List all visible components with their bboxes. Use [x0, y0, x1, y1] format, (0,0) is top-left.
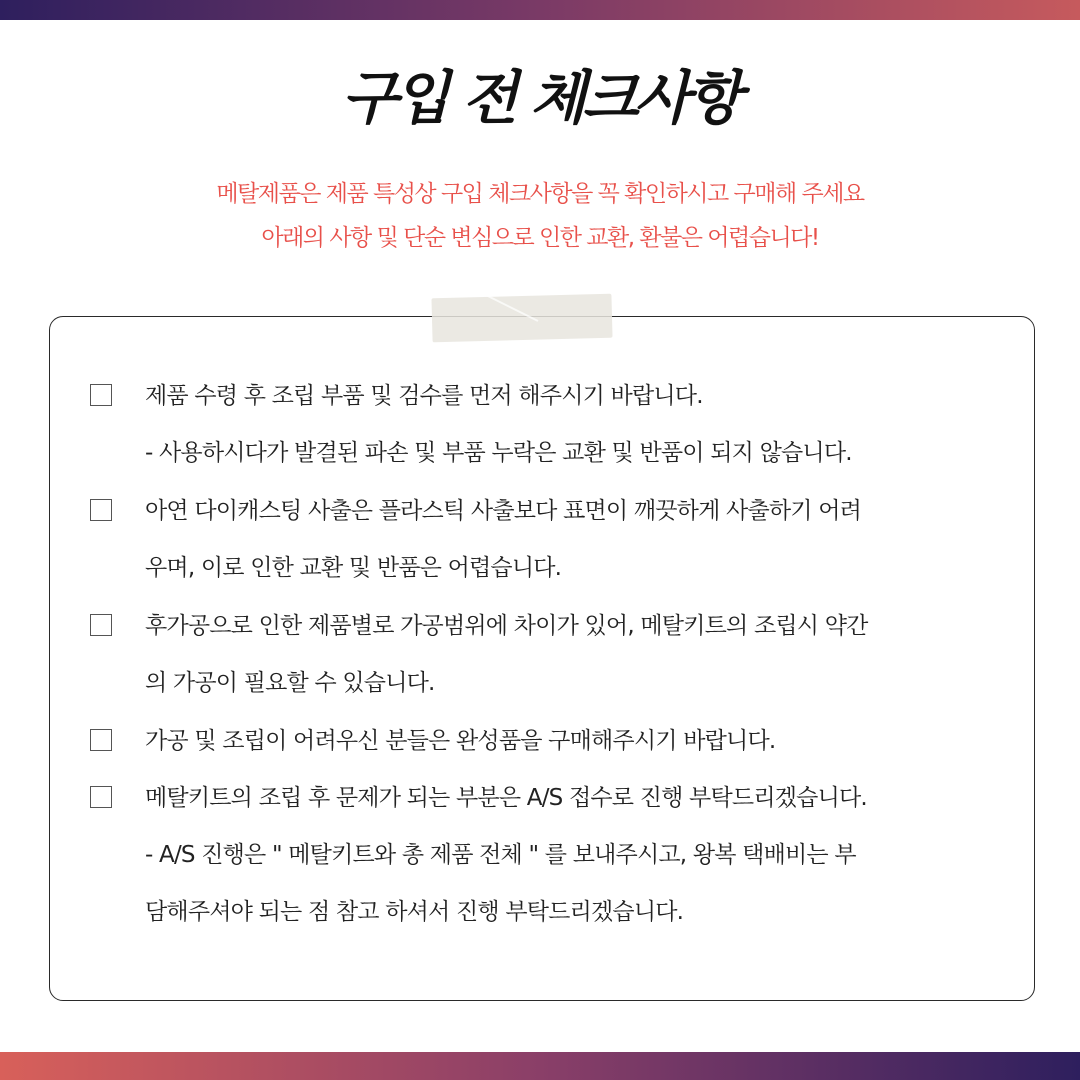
checklist-item-5-line-3: 담해주셔야 되는 점 참고 하셔서 진행 부탁드리겠습니다. [145, 899, 684, 925]
notice-line-2: 아래의 사항 및 단순 변심으로 인한 교환, 환불은 어렵습니다! [261, 225, 819, 251]
top-gradient-bar [0, 0, 1080, 20]
notice-line-1: 메탈제품은 제품 특성상 구입 체크사항을 꼭 확인하시고 구매해 주세요 [216, 181, 864, 207]
checklist-item-5-line-2: - A/S 진행은 " 메탈키트와 총 제품 전체 " 를 보내주시고, 왕복 택배비는 부 [145, 842, 856, 868]
checklist-item-3-line-1: 후가공으로 인한 제품별로 가공범위에 차이가 있어, 메탈키트의 조립시 약간 [145, 613, 868, 639]
checklist-item-3-line-2: 의 가공이 필요할 수 있습니다. [145, 670, 435, 696]
checkbox-item-3[interactable] [90, 614, 112, 636]
checklist-item-4-line-1: 가공 및 조립이 어려우신 분들은 완성품을 구매해주시기 바랍니다. [145, 728, 776, 754]
checklist-item-5-line-1: 메탈키트의 조립 후 문제가 되는 부분은 A/S 접수로 진행 부탁드리겠습니다. [145, 785, 867, 811]
checkbox-item-5[interactable] [90, 786, 112, 808]
checklist-item-1-line-1: 제품 수령 후 조립 부품 및 검수를 먼저 해주시기 바랍니다. [145, 383, 703, 409]
page-title: 구입 전 체크사항 [341, 64, 739, 132]
checklist-item-1-line-2: - 사용하시다가 발결된 파손 및 부품 누락은 교환 및 반품이 되지 않습니다. [145, 440, 852, 466]
bottom-gradient-bar [0, 1052, 1080, 1080]
tape-decoration [431, 294, 612, 343]
checkbox-item-1[interactable] [90, 384, 112, 406]
checkbox-item-4[interactable] [90, 729, 112, 751]
checkbox-item-2[interactable] [90, 499, 112, 521]
checklist-item-2-line-1: 아연 다이캐스팅 사출은 플라스틱 사출보다 표면이 깨끗하게 사출하기 어려 [145, 498, 862, 524]
checklist-item-2-line-2: 우며, 이로 인한 교환 및 반품은 어렵습니다. [145, 555, 562, 581]
